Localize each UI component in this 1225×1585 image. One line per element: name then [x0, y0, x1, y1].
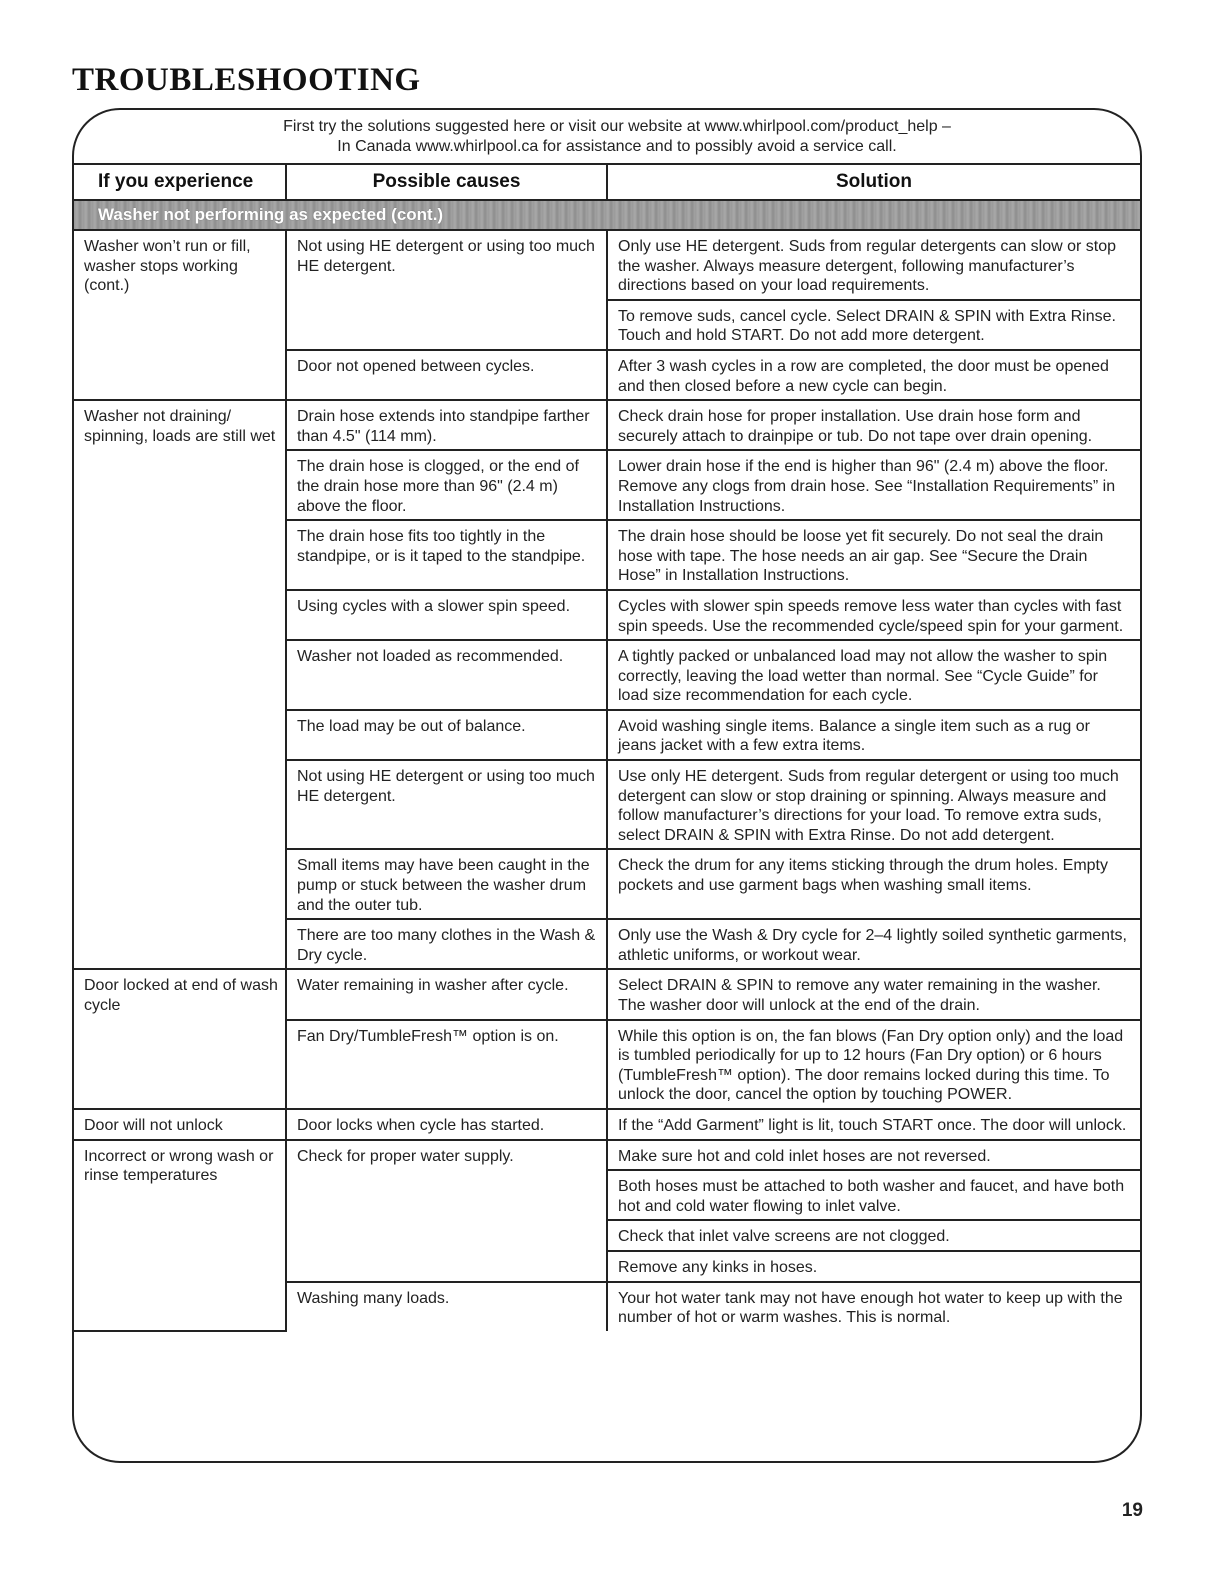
section-title: Washer not performing as expected (cont.) — [74, 200, 1140, 230]
solution-cell: Only use the Wash & Dry cycle for 2–4 lightly soiled synthetic garments, athletic uniforms, or workout wear. — [607, 919, 1140, 969]
solution-cell: Cycles with slower spin speeds remove less water than cycles with fast spin speeds. Use the recommended cycle/speed spin for your garment. — [607, 590, 1140, 640]
table-row — [74, 1140, 1140, 1171]
solution-cell: After 3 wash cycles in a row are completed, the door must be opened and then closed before a new cycle can begin. — [607, 350, 1140, 400]
solution-cell: Select DRAIN & SPIN to remove any water remaining in the washer. The washer door will unlock at the end of the drain. — [607, 969, 1140, 1019]
solution-cell: A tightly packed or unbalanced load may not allow the washer to spin correctly, leaving the load wetter than normal. See “Cycle Guide” for load size recommendation for each cycle. — [607, 640, 1140, 710]
section-row — [74, 200, 1140, 230]
intro-text — [74, 110, 1140, 165]
solution-cell: To remove suds, cancel cycle. Select DRAIN & SPIN with Extra Rinse. Touch and hold START. Do not add more detergent. — [607, 300, 1140, 350]
issue-cell: Door locked at end of wash cycle — [74, 969, 286, 1109]
cause-cell: Not using HE detergent or using too much HE detergent. — [286, 760, 607, 849]
solution-cell: Make sure hot and cold inlet hoses are not reversed. — [607, 1140, 1140, 1171]
cause-cell: There are too many clothes in the Wash & Dry cycle. — [286, 919, 607, 969]
solution-cell: Check that inlet valve screens are not clogged. — [607, 1220, 1140, 1251]
intro-line-2: In Canada www.whirlpool.ca for assistance and to possibly avoid a service call. — [337, 137, 897, 155]
issue-cell: Washer won’t run or fill, washer stops working (cont.) — [74, 230, 286, 400]
table-row — [74, 400, 1140, 450]
issue-cell: Washer not draining/ spinning, loads are still wet — [74, 400, 286, 969]
cause-cell: The drain hose is clogged, or the end of the drain hose more than 96" (2.4 m) above the floor. — [286, 450, 607, 520]
solution-cell: Remove any kinks in hoses. — [607, 1251, 1140, 1282]
solution-cell: Avoid washing single items. Balance a single item such as a rug or jeans jacket with a few extra items. — [607, 710, 1140, 760]
cause-cell: Using cycles with a slower spin speed. — [286, 590, 607, 640]
troubleshooting-frame — [72, 108, 1142, 1463]
troubleshooting-table — [74, 165, 1140, 1332]
header-solution: Solution — [607, 165, 1140, 200]
cause-cell: The load may be out of balance. — [286, 710, 607, 760]
cause-cell: The drain hose fits too tightly in the standpipe, or is it taped to the standpipe. — [286, 520, 607, 590]
cause-cell: Check for proper water supply. — [286, 1140, 607, 1282]
cause-cell: Small items may have been caught in the pump or stuck between the washer drum and the outer tub. — [286, 849, 607, 919]
solution-cell: Check the drum for any items sticking through the drum holes. Empty pockets and use garment bags when washing small items. — [607, 849, 1140, 919]
cause-cell: Fan Dry/TumbleFresh™ option is on. — [286, 1020, 607, 1109]
cause-cell: Not using HE detergent or using too much HE detergent. — [286, 230, 607, 350]
issue-cell: Door will not unlock — [74, 1109, 286, 1140]
cause-cell: Door locks when cycle has started. — [286, 1109, 607, 1140]
intro-line-1: First try the solutions suggested here or visit our website at www.whirlpool.com/product_help – — [283, 117, 951, 135]
cause-cell: Washer not loaded as recommended. — [286, 640, 607, 710]
header-issue: If you experience — [74, 165, 286, 200]
page-number: 19 — [1121, 1500, 1143, 1521]
page-title: TROUBLESHOOTING — [72, 62, 421, 98]
table-row — [74, 1109, 1140, 1140]
table-row — [74, 230, 1140, 300]
issue-cell: Incorrect or wrong wash or rinse temperatures — [74, 1140, 286, 1331]
solution-cell: The drain hose should be loose yet fit securely. Do not seal the drain hose with tape. The hose needs an air gap. See “Secure the Drain Hose” in Installation Instructions. — [607, 520, 1140, 590]
cause-cell: Water remaining in washer after cycle. — [286, 969, 607, 1019]
solution-cell: Only use HE detergent. Suds from regular detergents can slow or stop the washer. Always measure detergent, following manufacturer’s directions based on your load requirements. — [607, 230, 1140, 300]
cause-cell: Drain hose extends into standpipe farther than 4.5" (114 mm). — [286, 400, 607, 450]
solution-cell: While this option is on, the fan blows (Fan Dry option only) and the load is tumbled periodically for up to 12 hours (Fan Dry option) or 6 hours (TumbleFresh™ option). The door remains locked during this time. To unlock the door, cancel the option by touching POWER. — [607, 1020, 1140, 1109]
solution-cell: Both hoses must be attached to both washer and faucet, and have both hot and cold water flowing to inlet valve. — [607, 1170, 1140, 1220]
cause-cell: Door not opened between cycles. — [286, 350, 607, 400]
solution-cell: Lower drain hose if the end is higher than 96" (2.4 m) above the floor. Remove any clogs from drain hose. See “Installation Requirements” in Installation Instructions. — [607, 450, 1140, 520]
solution-cell: If the “Add Garment” light is lit, touch START once. The door will unlock. — [607, 1109, 1140, 1140]
header-row — [74, 165, 1140, 200]
solution-cell: Check drain hose for proper installation. Use drain hose form and securely attach to drainpipe or tub. Do not tape over drain opening. — [607, 400, 1140, 450]
solution-cell: Your hot water tank may not have enough hot water to keep up with the number of hot or warm washes. This is normal. — [607, 1282, 1140, 1331]
table-row — [74, 969, 1140, 1019]
header-cause: Possible causes — [286, 165, 607, 200]
solution-cell: Use only HE detergent. Suds from regular detergent or using too much detergent can slow or stop draining or spinning. Always measure and follow manufacturer’s directions for your load. To remove extra suds, select DRAIN & SPIN with Extra Rinse. Do not add detergent. — [607, 760, 1140, 849]
cause-cell: Washing many loads. — [286, 1282, 607, 1331]
